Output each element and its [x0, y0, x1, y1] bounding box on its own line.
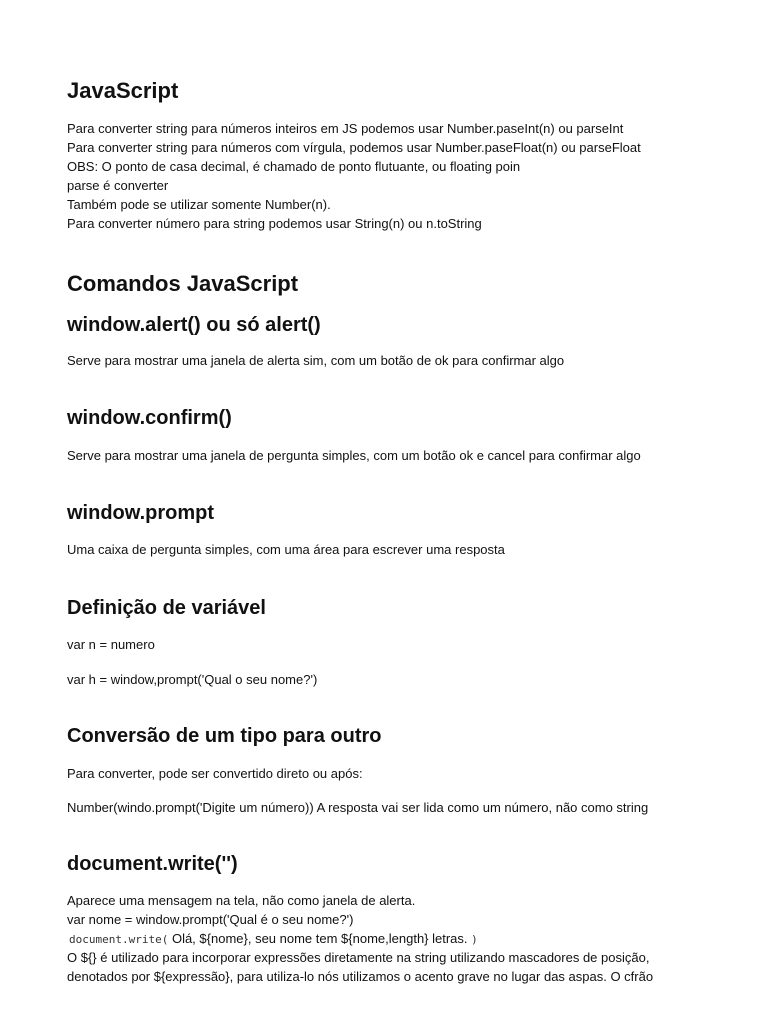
- intro-line-4: parse é converter: [67, 178, 169, 193]
- intro-line-6: Para converter número para string podemos usar String(n) ou n.toString: [67, 216, 482, 231]
- intro-line-3: OBS: O ponto de casa decimal, é chamado de ponto flutuante, ou floating poin: [67, 159, 521, 174]
- confirm-heading: window.confirm(): [67, 407, 232, 429]
- confirm-text: Serve para mostrar uma janela de pergunta simples, com um botão ok e cancel para confirmar algo: [67, 448, 641, 463]
- docwrite-heading: document.write(''): [67, 853, 238, 875]
- code-close: ): [471, 933, 478, 946]
- code-open: document.write(: [69, 933, 169, 946]
- alert-text: Serve para mostrar uma janela de alerta sim, com um botão de ok para confirmar algo: [67, 353, 565, 368]
- intro-line-5: Também pode se utilizar somente Number(n).: [67, 197, 331, 212]
- docwrite-line-5: denotados por ${expressão}, para utiliza-lo nós utilizamos o acento grave no lugar das aspas. O cfrão: [67, 969, 654, 984]
- variable-heading: Definição de variável: [67, 597, 266, 619]
- intro-line-1: Para converter string para números inteiros em JS podemos usar Number.paseInt(n) ou parseInt: [67, 121, 624, 136]
- variable-line-1: var n = numero: [67, 637, 155, 652]
- docwrite-line-4: O ${} é utilizado para incorporar expressões diretamente na string utilizando mascadores de posição,: [67, 950, 650, 965]
- conversion-line-1: Para converter, pode ser convertido direto ou após:: [67, 766, 363, 781]
- code-text: Olá, ${nome}, seu nome tem ${nome,length} letras.: [168, 931, 472, 946]
- intro-title: JavaScript: [67, 78, 179, 103]
- docwrite-line-1: Aparece uma mensagem na tela, não como janela de alerta.: [67, 893, 416, 908]
- commands-title: Comandos JavaScript: [67, 271, 299, 296]
- conversion-line-2: Number(windo.prompt('Digite um número)) A resposta vai ser lida como um número, não como string: [67, 800, 649, 815]
- prompt-heading: window.prompt: [67, 502, 215, 524]
- variable-line-2: var h = window,prompt('Qual o seu nome?'): [67, 672, 318, 687]
- docwrite-line-2: var nome = window.prompt('Qual é o seu nome?'): [67, 912, 354, 927]
- intro-line-2: Para converter string para números com vírgula, podemos usar Number.paseFloat(n) ou parseFloat: [67, 140, 641, 155]
- prompt-text: Uma caixa de pergunta simples, com uma área para escrever uma resposta: [67, 542, 505, 557]
- docwrite-code-line: [67, 929, 478, 949]
- conversion-heading: Conversão de um tipo para outro: [67, 725, 382, 747]
- alert-heading: window.alert() ou só alert(): [67, 314, 321, 336]
